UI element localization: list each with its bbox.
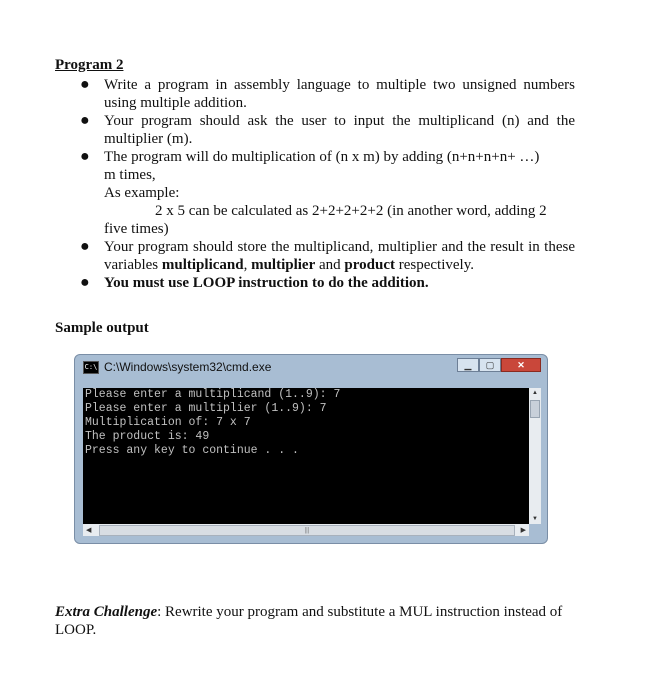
window-title-bar (83, 360, 271, 374)
bullet-icon: ● (80, 76, 90, 93)
bullet-icon: ● (80, 238, 90, 255)
scroll-left-icon[interactable]: ◀ (86, 526, 92, 534)
console-line: Press any key to continue . . . (85, 444, 299, 457)
scroll-up-icon[interactable]: ▲ (532, 390, 538, 396)
item-text: Your program should ask the user to input the multiplicand (n) and the multiplier (m). (104, 113, 575, 147)
list-item (55, 238, 575, 274)
extra-challenge-text: : Rewrite your program and substitute a MUL instruction instead of LOOP. (55, 604, 563, 638)
sample-output-heading: Sample output (55, 320, 149, 336)
console-line: Multiplication of: 7 x 7 (85, 416, 251, 429)
extra-challenge (55, 603, 569, 639)
item-text-part: respectively. (395, 257, 474, 273)
window-title: C:\Windows\system32\cmd.exe (104, 360, 272, 374)
scroll-thumb-horizontal[interactable]: ||| (99, 525, 515, 536)
list-item (55, 274, 575, 292)
extra-challenge-label: Extra Challenge (55, 604, 158, 620)
example-text-cont: five times) (104, 221, 169, 237)
item-text: m times, (104, 167, 156, 183)
console-line: Please enter a multiplicand (1..9): 7 (85, 388, 341, 401)
horizontal-scrollbar[interactable] (83, 524, 529, 536)
var-product: product (344, 257, 395, 273)
console-line: Please enter a multiplier (1..9): 7 (85, 402, 327, 415)
list-item (55, 76, 575, 112)
example-text: 2 x 5 can be calculated as 2+2+2+2+2 (in another word, adding 2 (155, 203, 547, 219)
bullet-icon: ● (80, 148, 90, 165)
var-multiplier: multiplier (251, 257, 316, 273)
list-item (55, 112, 575, 148)
close-icon[interactable]: ✕ (501, 358, 541, 372)
cmd-icon: C:\ (83, 361, 99, 374)
requirements-list (55, 76, 575, 292)
vertical-scrollbar[interactable] (529, 388, 541, 524)
scroll-thumb[interactable] (530, 400, 540, 418)
item-text-part: Your program should store the multiplicand, multiplier and the result in these variables (104, 239, 575, 273)
item-text: Write a program in assembly language to multiple two unsigned numbers using multiple addition. (104, 77, 575, 111)
var-multiplicand: multiplicand (161, 257, 244, 273)
maximize-icon[interactable]: ▢ (479, 358, 501, 372)
console-output (83, 388, 529, 524)
bullet-icon: ● (80, 112, 90, 129)
minimize-icon[interactable]: ▁ (457, 358, 479, 372)
program-title: Program 2 (55, 57, 124, 73)
item-text (104, 238, 575, 274)
item-text: The program will do multiplication of (n x m) by adding (n+n+n+n+ …) (104, 149, 540, 165)
item-text-part: , (243, 257, 252, 273)
scroll-right-icon[interactable]: ▶ (520, 526, 526, 534)
item-text-part: and (315, 257, 345, 273)
console-line: The product is: 49 (85, 430, 210, 443)
item-text: You must use LOOP instruction to do the addition. (104, 275, 429, 291)
scroll-down-icon[interactable]: ▼ (532, 516, 538, 522)
window-controls (457, 358, 541, 372)
bullet-icon: ● (80, 274, 90, 291)
example-label: As example: (104, 185, 180, 201)
console-window (74, 354, 548, 544)
list-item (55, 148, 575, 238)
